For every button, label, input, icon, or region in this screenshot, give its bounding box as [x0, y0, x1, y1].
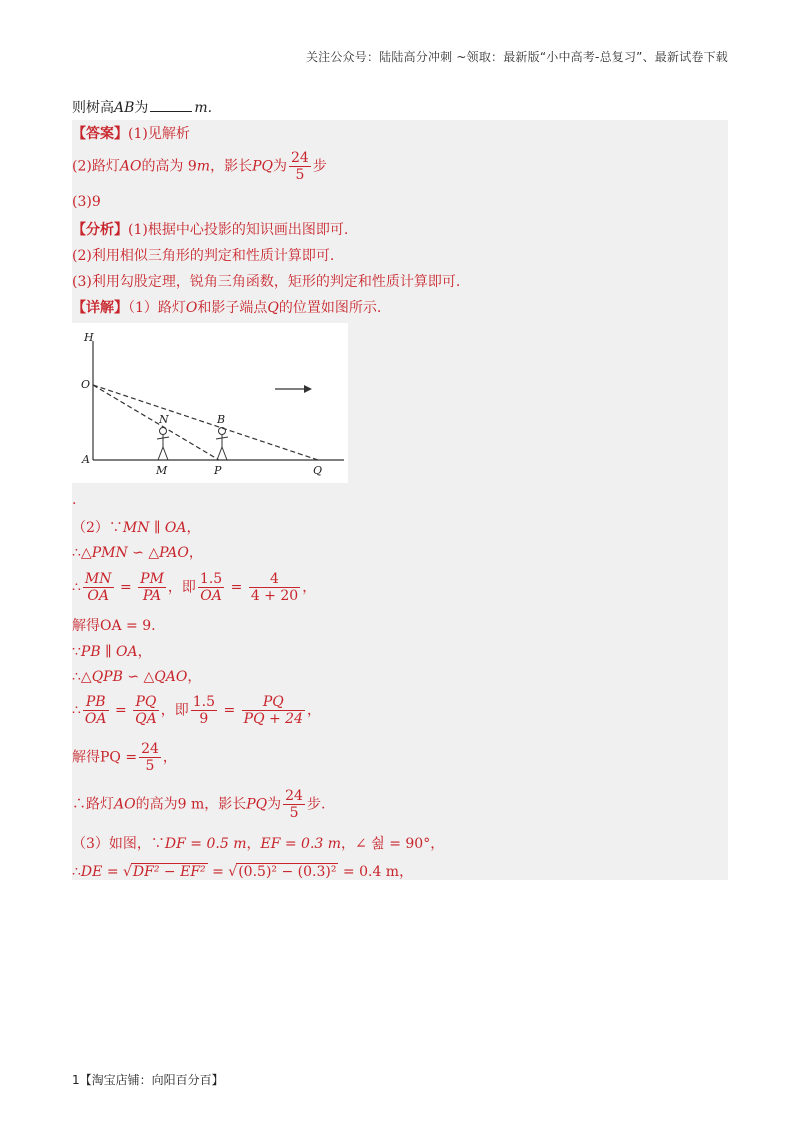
answer-line-2: (2)路灯AO的高为 9m，影长PQ为 $\frac{24}{5}$ 步 [72, 150, 327, 183]
solution-line-4: ∴ $\frac{MN}{OA}$ = $\frac{PM}{PA}$ ，即 $\frac{1.5}{OA}$ = $\frac{4}{4 + 20}$ ， [72, 571, 317, 604]
solution-line-2: （2）∵MN ∥ OA， [72, 520, 201, 536]
solution-line-5: 解得OA = 9. [72, 618, 156, 634]
dashed-ray-op [93, 385, 219, 460]
question-tail: 则树高AB为 m. [72, 97, 212, 117]
figure-svg [72, 323, 348, 483]
answer-blank [150, 97, 192, 112]
page-footer: 1【淘宝店铺：向阳百分百】 [72, 1073, 224, 1087]
solution-line-3: ∴△PMN ∽ △PAO， [72, 545, 203, 561]
label-q: Q [313, 464, 323, 477]
arrow-icon [304, 385, 312, 393]
analysis-line-2: (2)利用相似三角形的判定和性质计算即可. [72, 248, 335, 264]
solution-line-10: ∴路灯AO的高为9 m，影长PQ为 $\frac{24}{5}$ 步. [72, 788, 326, 821]
detail-line-1: 【详解】（1）路灯O和影子端点Q的位置如图所示. [72, 300, 382, 316]
label-h: H [84, 331, 94, 344]
label-m: M [156, 464, 168, 477]
label-b: B [217, 413, 226, 426]
solution-line-12: ∴DE = √DF² − EF² = √(0.5)² − (0.3)² = 0.4 m， [72, 864, 414, 880]
fraction: $\frac{24}{5}$ [290, 150, 309, 183]
answer-line-3: (3)9 [72, 194, 101, 210]
dashed-ray-oq [93, 385, 318, 460]
analysis-line-3: (3)利用勾股定理，锐角三角函数，矩形的判定和性质计算即可. [72, 274, 461, 290]
answer-line-1: 【答案】(1)见解析 [72, 126, 190, 142]
label-a: A [82, 453, 90, 466]
solution-line-11: （3）如图，∵DF = 0.5 m，EF = 0.3 m，∠ 쉂 = 90°， [72, 836, 445, 852]
stray-dot: . [72, 492, 77, 508]
solution-line-7: ∴△QPB ∽ △QAO， [72, 669, 202, 685]
label-o: O [81, 378, 91, 391]
label-n: N [159, 413, 169, 426]
label-p: P [214, 464, 222, 477]
solution-line-9: 解得PQ = $\frac{24}{5}$ ， [72, 741, 177, 774]
analysis-line-1: 【分析】(1)根据中心投影的知识画出图即可. [72, 222, 349, 238]
person-b-icon [216, 428, 228, 461]
solution-line-8: ∴ $\frac{PB}{OA}$ = $\frac{PQ}{QA}$ ，即 $\frac{1.5}{9}$ = $\frac{PQ}{PQ + 24}$ ， [72, 694, 321, 727]
person-n-icon [157, 428, 169, 461]
solution-line-6: ∵PB ∥ OA， [72, 644, 152, 660]
page-header: 关注公众号：陆陆高分冲刺 ~领取：最新版“小中高考-总复习”、最新试卷下载 [305, 50, 728, 64]
projection-figure [72, 323, 348, 483]
